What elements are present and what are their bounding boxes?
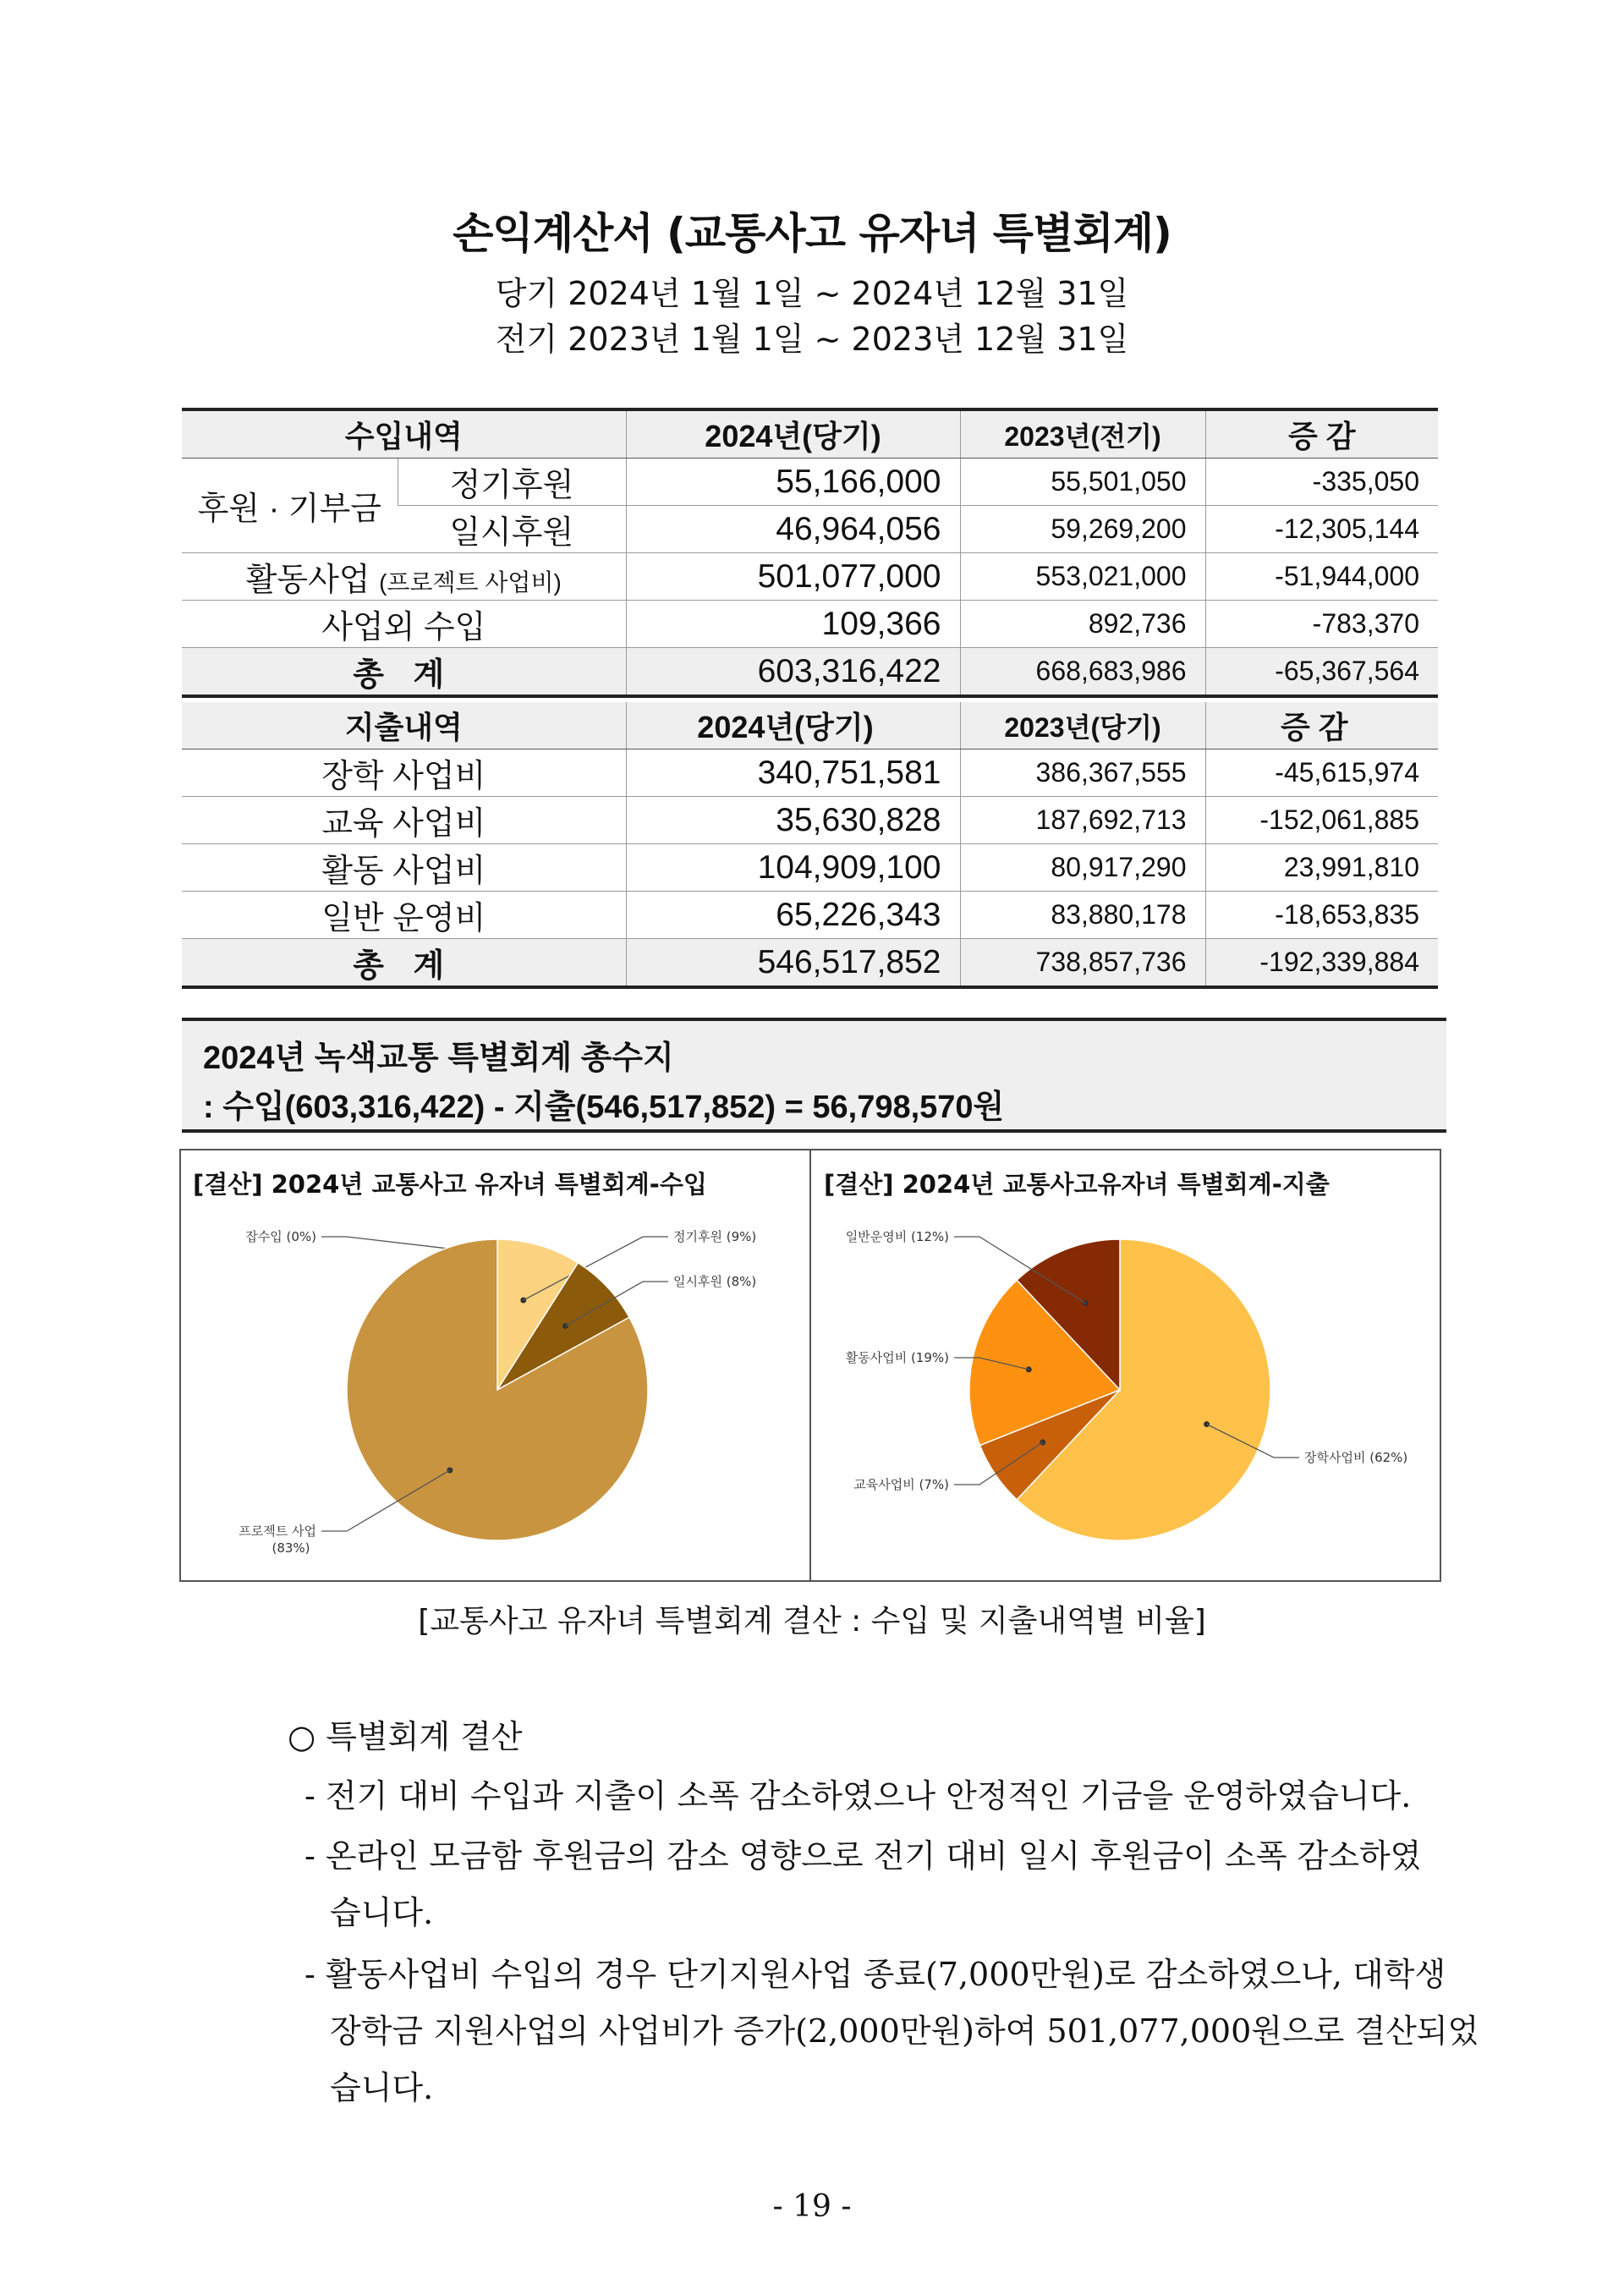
- leader-dot: [1040, 1440, 1045, 1446]
- income-chart-title: [결산] 2024년 교통사고 유자녀 특별회계-수입: [193, 1170, 707, 1199]
- previous-value: 386,367,555: [960, 749, 1205, 797]
- header-cell: 2023년(당기): [960, 702, 1205, 749]
- change-value: -18,653,835: [1205, 892, 1438, 939]
- document-title: 손익계산서 (교통사고 유자녀 특별회계): [453, 209, 1171, 258]
- total-change: -192,339,884: [1205, 939, 1438, 988]
- period-previous: 전기 2023년 1월 1일 ~ 2023년 12월 31일: [495, 321, 1129, 358]
- current-value: 501,077,000: [626, 553, 960, 601]
- leader-dot: [520, 1298, 526, 1304]
- current-value: 340,751,581: [626, 749, 960, 797]
- note-line-cont: 습니다.: [330, 1894, 434, 1931]
- header-cell: 수입내역: [182, 409, 626, 458]
- slice-label: 일반운영비 (12%): [845, 1229, 949, 1244]
- expense-table: [182, 702, 1438, 989]
- row-label: 활동 사업비: [182, 844, 626, 892]
- period-current: 당기 2024년 1월 1일 ~ 2024년 12월 31일: [495, 275, 1129, 312]
- income-table: [182, 408, 1438, 698]
- table-row: [182, 797, 1438, 844]
- note-line: - 온라인 모금함 후원금의 감소 영향으로 전기 대비 일시 후원금이 소폭 감소하였: [304, 1837, 1422, 1875]
- change-value: -12,305,144: [1205, 506, 1438, 553]
- total-change: -65,367,564: [1205, 648, 1438, 697]
- row-label: 일시후원: [398, 506, 626, 553]
- row-label-cell: [182, 553, 626, 601]
- previous-value: 55,501,050: [960, 458, 1205, 506]
- slice-label-percent: (83%): [272, 1540, 310, 1556]
- charts-panel: [179, 1149, 1441, 1582]
- leader-dot: [1083, 1300, 1089, 1306]
- summary-line-2: : 수입(603,316,422) - 지출(546,517,852) = 56,798,570원: [203, 1090, 1005, 1125]
- previous-value: 83,880,178: [960, 892, 1205, 939]
- total-label: 총 계: [182, 939, 626, 988]
- current-value: 55,166,000: [626, 458, 960, 506]
- current-value: 65,226,343: [626, 892, 960, 939]
- group-label: 후원 · 기부금: [182, 458, 398, 553]
- table-row: [182, 749, 1438, 797]
- change-value: -152,061,885: [1205, 797, 1438, 844]
- table-row: [182, 844, 1438, 892]
- total-label: 총 계: [182, 648, 626, 697]
- expense-header-row: [182, 702, 1438, 749]
- income-header-row: [182, 409, 1438, 458]
- current-value: 35,630,828: [626, 797, 960, 844]
- slice-label: 교육사업비 (7%): [853, 1477, 949, 1492]
- change-value: -335,050: [1205, 458, 1438, 506]
- summary-line-1: 2024년 녹색교통 특별회계 총수지: [203, 1040, 674, 1076]
- slice-label: 장학사업비 (62%): [1304, 1450, 1408, 1465]
- header-cell: 2023년(전기): [960, 409, 1205, 458]
- change-value: -45,615,974: [1205, 749, 1438, 797]
- header-cell: 2024년(당기): [626, 409, 960, 458]
- total-previous: 668,683,986: [960, 648, 1205, 697]
- row-label: 사업외 수입: [182, 601, 626, 648]
- row-label: 정기후원: [398, 458, 626, 506]
- current-value: 104,909,100: [626, 844, 960, 892]
- previous-value: 80,917,290: [960, 844, 1205, 892]
- header-cell: 2024년(당기): [626, 702, 960, 749]
- change-value: 23,991,810: [1205, 844, 1438, 892]
- current-value: 109,366: [626, 601, 960, 648]
- previous-value: 553,021,000: [960, 553, 1205, 601]
- row-label: 일반 운영비: [182, 892, 626, 939]
- slice-label: 프로젝트 사업: [239, 1524, 316, 1539]
- previous-value: 59,269,200: [960, 506, 1205, 553]
- change-value: -51,944,000: [1205, 553, 1438, 601]
- current-value: 46,964,056: [626, 506, 960, 553]
- page-number: - 19 -: [772, 2189, 852, 2224]
- previous-value: 187,692,713: [960, 797, 1205, 844]
- previous-value: 892,736: [960, 601, 1205, 648]
- row-label: 장학 사업비: [182, 749, 626, 797]
- total-previous: 738,857,736: [960, 939, 1205, 988]
- row-label: 활동사업: [245, 563, 370, 598]
- note-line-cont: 습니다.: [330, 2069, 434, 2106]
- slice-label: 정기후원 (9%): [673, 1229, 757, 1244]
- slice-label: 일시후원 (8%): [673, 1274, 757, 1289]
- total-current: 603,316,422: [626, 648, 960, 697]
- expense-chart-title: [결산] 2024년 교통사고유자녀 특별회계-지출: [824, 1170, 1330, 1199]
- summary-box: [182, 1018, 1446, 1133]
- total-row: [182, 939, 1438, 988]
- header-cell: 지출내역: [182, 702, 626, 749]
- table-row: [182, 553, 1438, 601]
- row-label: 교육 사업비: [182, 797, 626, 844]
- table-row: [182, 601, 1438, 648]
- note-line: - 활동사업비 수입의 경우 단기지원사업 종료(7,000만원)로 감소하였으나, 대학생: [304, 1956, 1446, 1993]
- header-cell: 증 감: [1205, 702, 1438, 749]
- table-row: [182, 458, 1438, 506]
- total-current: 546,517,852: [626, 939, 960, 988]
- table-row: [182, 892, 1438, 939]
- notes-heading: ○ 특별회계 결산: [288, 1718, 523, 1755]
- header-cell: 증 감: [1205, 409, 1438, 458]
- note-line: - 전기 대비 수입과 지출이 소폭 감소하였으나 안정적인 기금을 운영하였습니다.: [304, 1777, 1412, 1815]
- slice-label: 잡수입 (0%): [245, 1229, 316, 1244]
- pie-charts-canvas: [181, 1150, 1440, 1580]
- note-line-cont: 장학금 지원사업의 사업비가 증가(2,000만원)하여 501,077,000원으로 결산되었: [330, 2012, 1479, 2050]
- total-row: [182, 648, 1438, 697]
- slice-label: 활동사업비 (19%): [845, 1350, 949, 1365]
- chart-caption: [교통사고 유자녀 특별회계 결산 : 수입 및 지출내역별 비율]: [418, 1604, 1206, 1639]
- row-label-note: (프로젝트 사업비): [379, 569, 562, 596]
- change-value: -783,370: [1205, 601, 1438, 648]
